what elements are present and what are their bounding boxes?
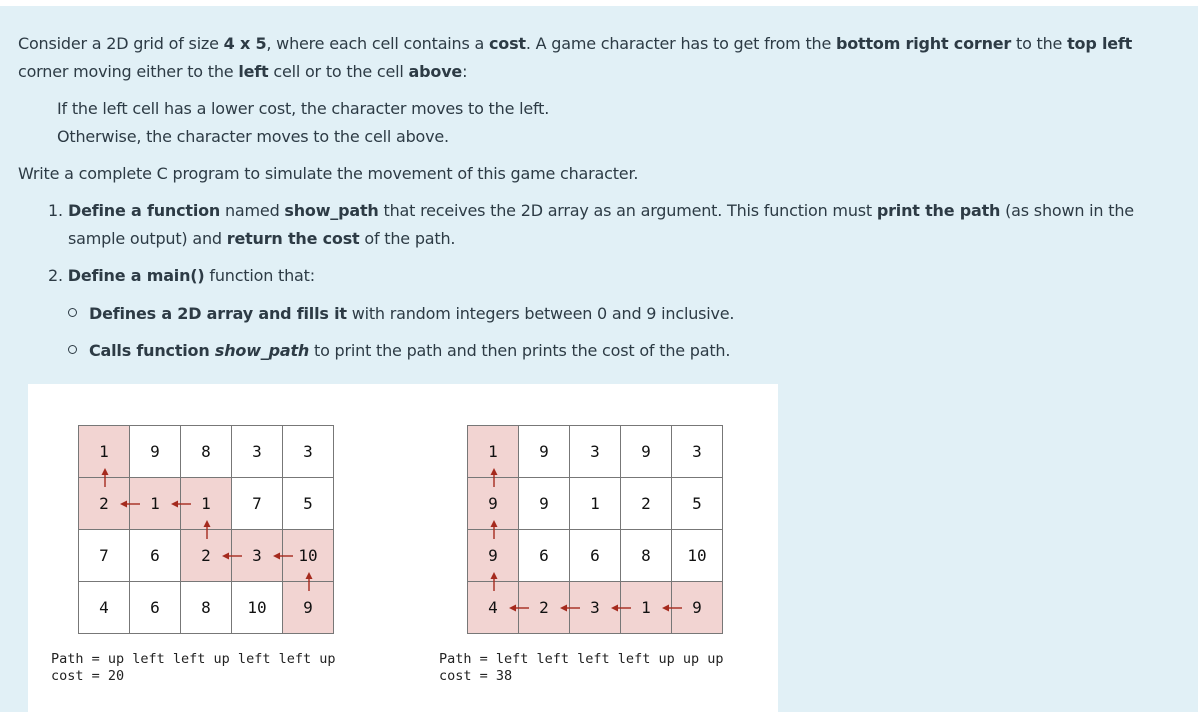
intro-bold: top left	[1067, 34, 1133, 53]
intro-bold: left	[238, 62, 269, 81]
grid-cell: 9	[283, 582, 334, 634]
grid-cell: 4	[79, 582, 130, 634]
path-arrow-icon	[558, 603, 582, 613]
path-arrow-icon	[169, 499, 193, 509]
path-arrow-icon	[507, 603, 531, 613]
example-output-2	[439, 651, 723, 685]
intro-bold: 4 x 5	[223, 34, 267, 53]
bullet-item-1	[68, 300, 734, 328]
intro-text: cell or to the cell	[268, 62, 409, 81]
grid-cell: 8	[621, 530, 672, 582]
item-text: of the path.	[359, 229, 456, 248]
grid-cell: 3	[672, 426, 723, 478]
grid-cell: 1	[181, 478, 232, 530]
grid-cell: 10	[283, 530, 334, 582]
grid-cell: 3	[570, 582, 621, 634]
grid-cell: 7	[232, 478, 283, 530]
item-text: function that:	[204, 266, 315, 285]
intro-text: to the	[1011, 34, 1068, 53]
grid-cell: 6	[130, 582, 181, 634]
intro-text: corner moving either to the	[18, 62, 239, 81]
intro-bold: bottom right corner	[835, 34, 1012, 53]
rule-left: If the left cell has a lower cost, the character moves to the left.	[57, 99, 550, 118]
item-text: (as shown in the sample output) and	[68, 201, 1134, 248]
grid-cell: 4	[468, 582, 519, 634]
grid-cell: 9	[468, 478, 519, 530]
grid-cell: 10	[232, 582, 283, 634]
grid-cell: 9	[468, 530, 519, 582]
path-line: Path = left left left left up up up	[439, 651, 724, 667]
grid-cell: 2	[519, 582, 570, 634]
grid-cell: 10	[672, 530, 723, 582]
bullet-icon	[68, 345, 77, 354]
item-bold: Define a function	[68, 201, 221, 220]
intro-bold: above	[408, 62, 463, 81]
grid-cell: 9	[519, 478, 570, 530]
example-output-1	[51, 651, 335, 685]
path-arrow-icon	[118, 499, 142, 509]
path-arrow-icon	[609, 603, 633, 613]
intro-bold: cost	[489, 34, 526, 53]
task-text: Write a complete C program to simulate the movement of this game character.	[18, 164, 639, 183]
bullet-bold-italic: show_path	[214, 341, 310, 360]
bullet-text: to print the path and then prints the cost of the path.	[309, 341, 731, 360]
grid-cell: 2	[181, 530, 232, 582]
example-figure	[28, 384, 778, 712]
grid-cell: 1	[130, 478, 181, 530]
grid-cell: 6	[519, 530, 570, 582]
grid-cell: 8	[181, 582, 232, 634]
intro-text: Consider a 2D grid of size	[18, 34, 224, 53]
bullet-bold: Calls function	[89, 341, 215, 360]
rule-above: Otherwise, the character moves to the cell above.	[57, 127, 449, 146]
intro-text: , where each cell contains a	[266, 34, 489, 53]
grid-cell: 3	[283, 426, 334, 478]
intro-paragraph	[18, 30, 1183, 86]
example-grid-1	[78, 425, 334, 634]
example-grid-2	[467, 425, 723, 634]
item-bold: return the cost	[226, 229, 360, 248]
grid-cell: 8	[181, 426, 232, 478]
intro-text: :	[462, 62, 468, 81]
grid-cell: 9	[621, 426, 672, 478]
list-number: 2.	[48, 266, 63, 285]
grid-cell: 5	[283, 478, 334, 530]
item-bold: print the path	[876, 201, 1001, 220]
grid-cell: 1	[621, 582, 672, 634]
grid-cell: 9	[130, 426, 181, 478]
bullet-item-2	[68, 337, 730, 365]
list-item-2	[48, 262, 315, 290]
grid-cell: 2	[621, 478, 672, 530]
path-arrow-icon	[271, 551, 295, 561]
item-text: named	[220, 201, 285, 220]
cost-line: cost = 38	[439, 668, 513, 684]
grid-cell: 3	[232, 426, 283, 478]
path-arrow-icon	[489, 467, 499, 489]
item-bold: show_path	[284, 201, 379, 220]
grid-cell: 6	[570, 530, 621, 582]
grid-cell: 1	[79, 426, 130, 478]
list-number: 1.	[48, 201, 63, 220]
grid-cell: 3	[232, 530, 283, 582]
item-text: that receives the 2D array as an argument. This function must	[378, 201, 877, 220]
grid-cell: 9	[519, 426, 570, 478]
grid-cell: 9	[672, 582, 723, 634]
item-bold: Define a main()	[67, 266, 205, 285]
path-arrow-icon	[489, 519, 499, 541]
grid-cell: 2	[79, 478, 130, 530]
grid-cell: 3	[570, 426, 621, 478]
grid-cell: 6	[130, 530, 181, 582]
intro-text: . A game character has to get from the	[525, 34, 836, 53]
grid-cell: 1	[468, 426, 519, 478]
path-arrow-icon	[660, 603, 684, 613]
grid-cell: 7	[79, 530, 130, 582]
grid-cell: 5	[672, 478, 723, 530]
path-arrow-icon	[220, 551, 244, 561]
path-arrow-icon	[202, 519, 212, 541]
bullet-text: with random integers between 0 and 9 inclusive.	[346, 304, 735, 323]
path-arrow-icon	[100, 467, 110, 489]
bullet-bold: Defines a 2D array and fills it	[89, 304, 347, 323]
cost-line: cost = 20	[51, 668, 125, 684]
bullet-icon	[68, 308, 77, 317]
list-item-1-text	[68, 197, 1163, 253]
path-arrow-icon	[489, 571, 499, 593]
path-line: Path = up left left up left left up	[51, 651, 336, 667]
grid-cell: 1	[570, 478, 621, 530]
path-arrow-icon	[304, 571, 314, 593]
